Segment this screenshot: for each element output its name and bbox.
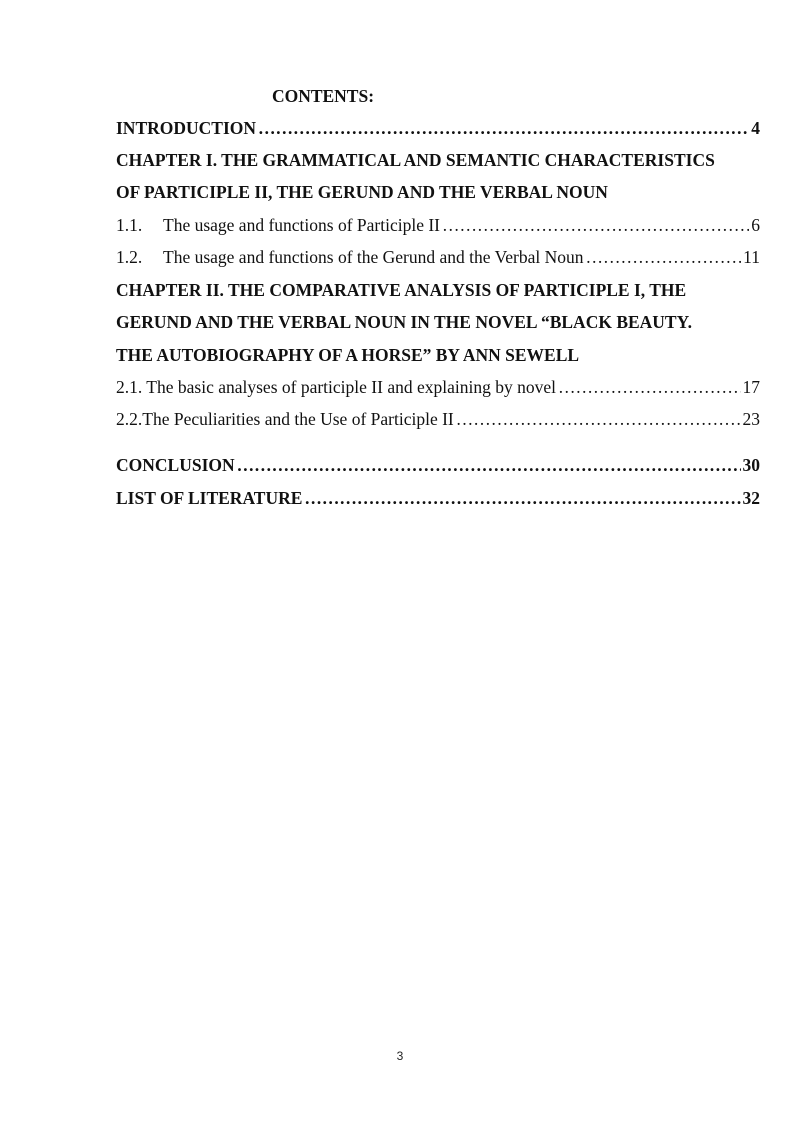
toc-page-number: 17 — [742, 377, 760, 397]
dot-leader — [558, 377, 741, 397]
toc-chapter-2-heading-line-2: GERUND AND THE VERBAL NOUN IN THE NOVEL “BLACK BEAUTY. — [116, 312, 693, 332]
page-number: 3 — [396, 1049, 404, 1063]
toc-page-number: 32 — [742, 488, 760, 508]
toc-entry-text: CONCLUSION — [116, 455, 235, 475]
toc-entry-2-2 — [116, 409, 760, 429]
dot-leader — [456, 409, 741, 429]
dot-leader — [258, 118, 749, 138]
toc-chapter-1-heading-line-1: CHAPTER I. THE GRAMMATICAL AND SEMANTIC CHARACTERISTICS — [116, 150, 715, 170]
toc-entry-number: 1.1. — [116, 215, 143, 235]
dot-leader — [237, 455, 741, 475]
dot-leader — [442, 215, 749, 235]
toc-chapter-1-heading-line-2: OF PARTICIPLE II, THE GERUND AND THE VERBAL NOUN — [116, 182, 608, 202]
toc-page-number: 30 — [742, 455, 760, 475]
toc-entry-text: LIST OF LITERATURE — [116, 488, 303, 508]
toc-entry-introduction — [116, 118, 760, 138]
toc-entry-text: 2.2.The Peculiarities and the Use of Participle II — [116, 409, 454, 429]
toc-entry-text: INTRODUCTION — [116, 118, 257, 138]
contents-title: CONTENTS: — [271, 86, 375, 106]
toc-page-number: 4 — [751, 118, 760, 138]
toc-entry-number: 1.2. — [116, 247, 143, 267]
toc-entry-2-1 — [116, 377, 760, 397]
toc-entry-conclusion — [116, 455, 760, 475]
toc-entry-1-2 — [116, 247, 760, 267]
toc-page-number: 23 — [742, 409, 760, 429]
toc-page-number: 11 — [743, 247, 760, 267]
toc-chapter-2-heading-line-3: THE AUTOBIOGRAPHY OF A HORSE” BY ANN SEWELL — [116, 345, 580, 365]
toc-entry-text: 2.1. The basic analyses of participle II and explaining by novel — [116, 377, 556, 397]
toc-entry-text: The usage and functions of the Gerund and the Verbal Noun — [163, 247, 584, 267]
toc-entry-text: The usage and functions of Participle II — [163, 215, 440, 235]
toc-page-number: 6 — [751, 215, 760, 235]
toc-entry-1-1 — [116, 215, 760, 235]
toc-chapter-2-heading-line-1: CHAPTER II. THE COMPARATIVE ANALYSIS OF PARTICIPLE I, THE — [116, 280, 687, 300]
dot-leader — [304, 488, 740, 508]
dot-leader — [586, 247, 742, 267]
toc-entry-list-of-literature — [116, 488, 760, 508]
